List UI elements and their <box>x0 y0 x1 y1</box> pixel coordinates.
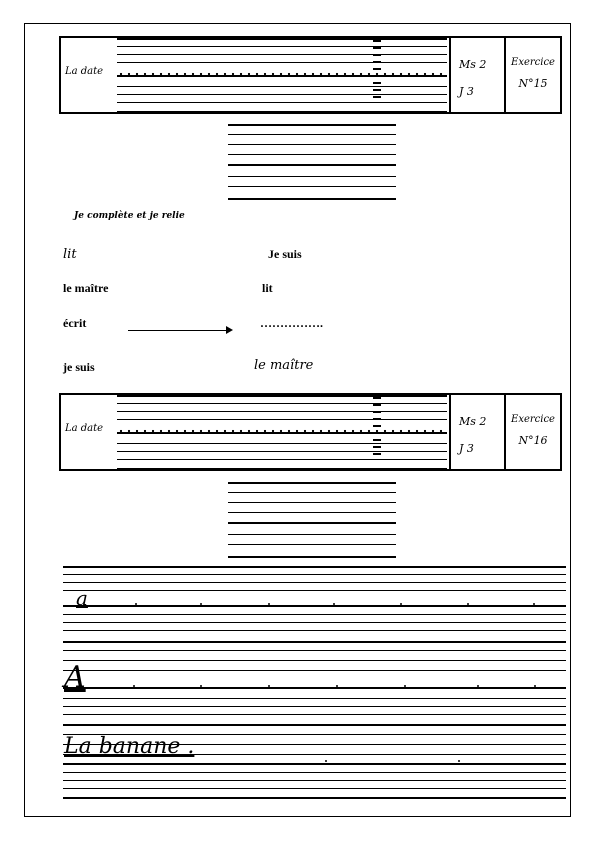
ms-cell: Ms 2 J 3 <box>449 395 506 469</box>
model-letter-a: a <box>76 586 88 610</box>
tick-marks <box>373 397 381 460</box>
dotted-line <box>117 429 447 433</box>
left-word-1: lit <box>63 247 77 262</box>
date-label: La date <box>65 66 104 77</box>
model-letter-A: A <box>64 660 86 695</box>
date-label: La date <box>65 423 104 434</box>
ms-cell: Ms 2 J 3 <box>449 38 506 112</box>
right-word-1: Je suis <box>268 247 302 261</box>
exercise-cell: Exercice N°15 <box>504 38 560 112</box>
date-header-2 <box>59 393 562 471</box>
exercise-cell: Exercice N°16 <box>504 395 560 469</box>
instruction: Je complète et je relie <box>74 211 185 221</box>
dotted-line <box>117 72 447 76</box>
left-word-4: je suis <box>63 360 95 374</box>
right-word-2: lit <box>262 281 273 295</box>
tick-marks <box>373 40 381 103</box>
left-word-3: écrit <box>63 316 87 330</box>
right-word-4: le maître <box>254 358 314 373</box>
arrow-icon <box>128 330 228 331</box>
date-header-1 <box>59 36 562 114</box>
model-sentence: La banane . <box>64 734 195 759</box>
left-word-2: le maître <box>63 281 109 295</box>
right-word-3: ……………. <box>260 316 323 330</box>
